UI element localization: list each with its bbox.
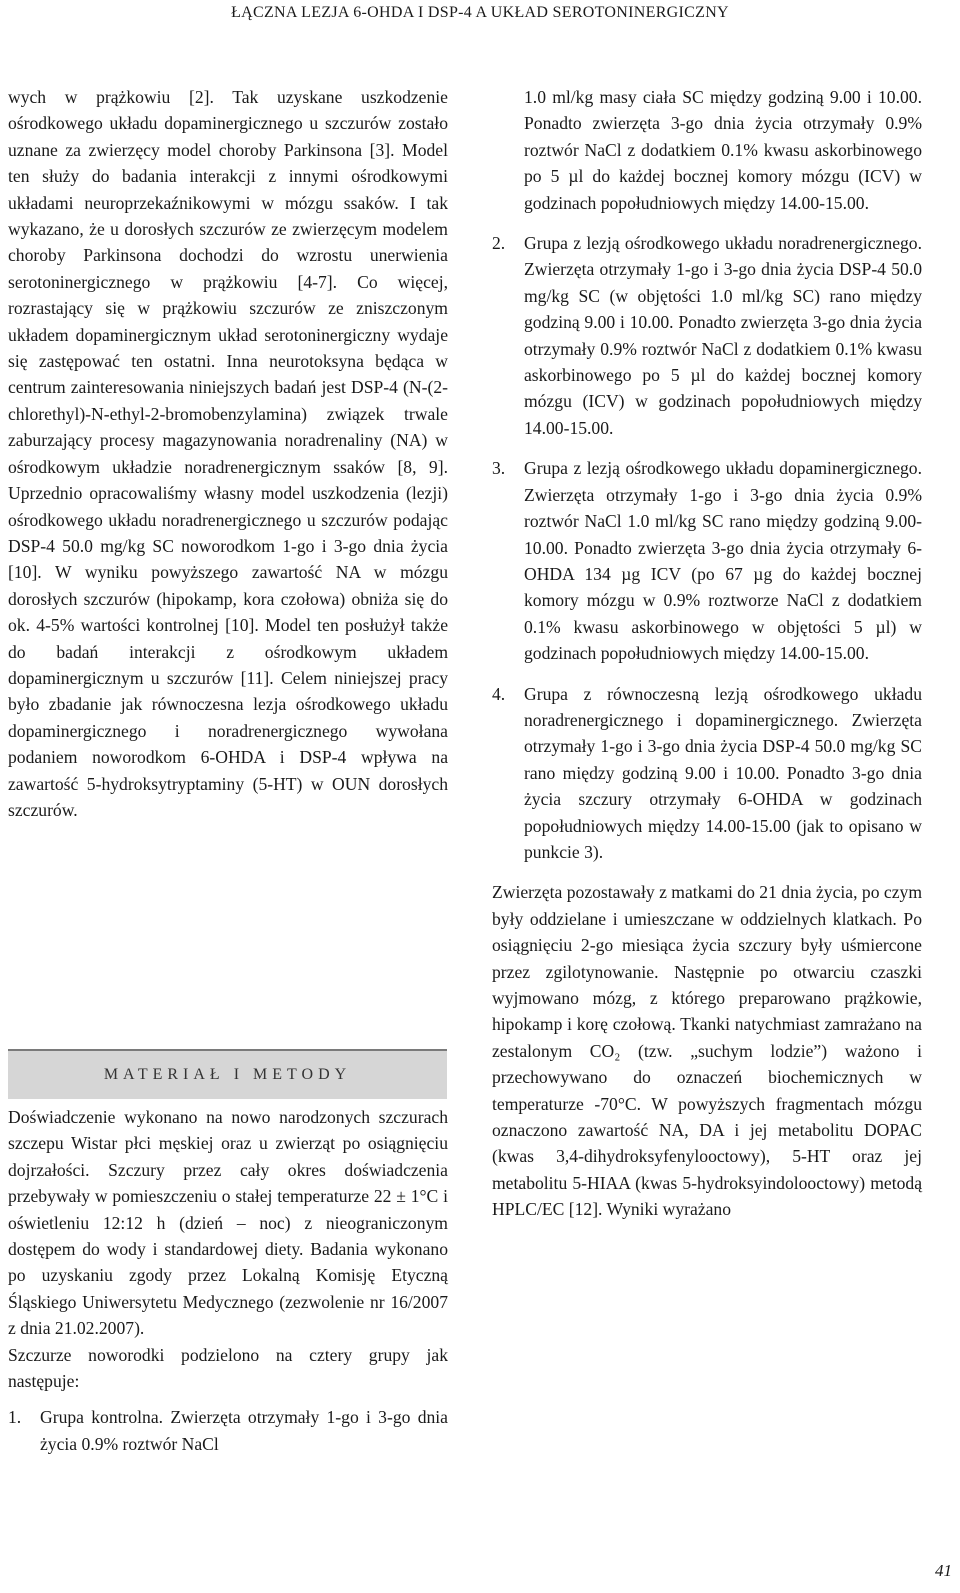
list-number: 1. [8, 1407, 22, 1428]
list-number: 4. [492, 683, 506, 704]
list-number: 3. [492, 458, 506, 479]
list-item-text: Grupa z lezją ośrodkowego układu dopaminergicznego. Zwierzęta otrzymały 1-go i 3-go dnia życia 0.9% roztwór NaCl 1.0 ml/kg SC rano między godziną 9.00-10.00. Ponadto zwierzęta 3-go dnia życia otrzymały 6-OHDA 134 µg ICV (po 67 µg do każdej bocznej komory mózgu w 0.9% roztworze NaCl z dodatkiem 0.1% kwasu askorbinowego w objętości 5 µl) w godzinach popołudniowych między 14.00-15.00. [524, 458, 922, 664]
running-header: ŁĄCZNA LEZJA 6-OHDA I DSP-4 A UKŁAD SEROTONINERGICZNY [231, 4, 729, 21]
list-item-text: Grupa z lezją ośrodkowego układu noradrenergicznego. Zwierzęta otrzymały 1-go i 3-go dnia życia DSP-4 50.0 mg/kg SC (w objętości 1.0 ml/kg SC) rano między godziną 9.00 i 10.00. Ponadto zwierzęta 3-go dnia życia otrzymały 0.9% roztwór NaCl z dodatkiem 0.1% kwasu askorbinowego po 5 µl do każdej bocznej komory mózgu (ICV) w godzinach popołudniowych między 14.00-15.00. [524, 233, 922, 438]
list-item-text: Grupa kontrolna. Zwierzęta otrzymały 1-go i 3-go dnia życia 0.9% roztwór NaCl [40, 1407, 448, 1454]
section-heading-materials-methods: MATERIAŁ I METODY [8, 1049, 447, 1099]
groups-intro-paragraph: Szczurze noworodki podzielono na cztery grupy jak następuje: [8, 1344, 448, 1392]
list-item-group-1 [8, 1404, 448, 1457]
list-item-text: Grupa z równoczesną lezją ośrodkowego układu noradrenergicznego i dopaminergicznego. Zwierzęta otrzymały 1-go i 3-go dnia życia DSP-4 50.0 mg/kg SC rano między godziną 9.00 i 10.00. Ponadto 3-go dnia życia szczury otrzymały 6-OHDA w godzinach popołudniowych między 14.00-15.00 (jak to opisano w punkcie 3). [524, 683, 922, 862]
methods-section [8, 1104, 448, 1471]
list-item-group-3 [492, 455, 922, 666]
procedure-paragraph: Zwierzęta pozostawały z matkami do 21 dnia życia, po czym były oddzielane i umieszczane w oddzielnych klatkach. Po osiągnięciu 2-go miesiąca życia szczury były uśmiercone przez zgilotynowanie. Następnie po otwarciu czaszki wyjmowano mózg, z którego preparowano prążkowie, hipokamp i korę czołową. Tkanki natychmiast zamrażano na zestalonym CO₂ (tzw. „suchym lodzie”) ważono i przechowywano do oznaczeń biochemicznych w temperaturze -70°C. W powyższych fragmentach mózgu oznaczono zawartość NA, DA i jej metabolitu DOPAC (kwas 3,4-dihydroksyfenylooctowy), 5-HT oraz jej metabolitu 5-HIAA (kwas 5-hydroksyindolooctowy) metodą HPLC/EC [12]. Wyniki wyrażano [492, 882, 922, 1220]
list-item-text: 1.0 ml/kg masy ciała SC między godziną 9.00 i 10.00. Ponadto zwierzęta 3-go dnia życia otrzymały 0.9% roztwór NaCl z dodatkiem 0.1% kwasu askorbinowego po 5 µl do każdej bocznej komory mózgu (ICV) w godzinach popołudniowych między 14.00-15.00. [524, 87, 922, 213]
methods-paragraph: Doświadczenie wykonano na nowo narodzonych szczurach szczepu Wistar płci męskiej oraz u zwierząt po osiągnięciu dojrzałości. Szczury przez cały okres doświadczenia przebywały w pomieszczeniu o stałej temperaturze 22 ± 1°C i oświetleniu 12:12 h (dzień – noc) z nieograniczonym dostępem do wody i standardowej diety. Badania wykonano po uzyskaniu zgody przez Lokalną Komisję Etyczną Śląskiego Uniwersytetu Medycznego (zezwolenie nr 16/2007 z dnia 21.02.2007). [8, 1107, 448, 1339]
intro-paragraph: wych w prążkowiu [2]. Tak uzyskane uszkodzenie ośrodkowego układu dopaminergicznego u szczurów zostało uznane za zwierzęcy model choroby Parkinsona [3]. Model ten służy do badania interakcji z innymi ośrodkowymi układami neuroprzekaźnikowymi w mózgu ssaków. I tak wykazano, że u dorosłych szczurów ze zwierzęcym modelem choroby Parkinsona dochodzi do wzrostu unerwienia serotoninergicznego w prążkowiu [4-7]. Co więcej, rozrastający się w prążkowiu szczurów ze zniszczonym układem dopaminergicznym układ serotoninergiczny wydaje się zastępować ten ostatni. Inna neurotoksyna będąca w centrum zainteresowania niniejszych badań jest DSP-4 (N-(2-chlorethyl)-N-ethyl-2-bromobenzylamina) związek trwale zaburzający procesy magazynowania noradrenaliny (NA) w ośrodkowym układzie noradrenergicznym ssaków [8, 9]. Uprzednio opracowaliśmy własny model uszkodzenia (lezji) ośrodkowego układu noradrenergicznego u szczurów podając DSP-4 50.0 mg/kg SC noworodkom 1-go i 3-go dnia życia [10]. W wyniku powyższego zawartość NA w mózgu dorosłych szczurów (hipokamp, kora czołowa) obniża się do ok. 4-5% wartości kontrolnej [10]. Model ten posłużył także do badań interakcji z ośrodkowym układem dopaminergicznym u szczurów [11]. Celem niniejszej pracy było zbadanie jak równoczesna lezja ośrodkowego układu dopaminergicznego i noradrenergicznego wywołana podaniem noworodkom 6-OHDA i DSP-4 wpływa na zawartość 5-hydroksytryptaminy (5-HT) w OUN dorosłych szczurów. [8, 87, 448, 820]
list-item-group-1-continued [492, 84, 922, 216]
list-number: 2. [492, 233, 506, 254]
right-column [492, 84, 922, 1223]
page-number: 41 [935, 1561, 952, 1580]
list-item-group-2 [492, 230, 922, 441]
left-column [8, 84, 448, 823]
list-item-group-4 [492, 681, 922, 866]
